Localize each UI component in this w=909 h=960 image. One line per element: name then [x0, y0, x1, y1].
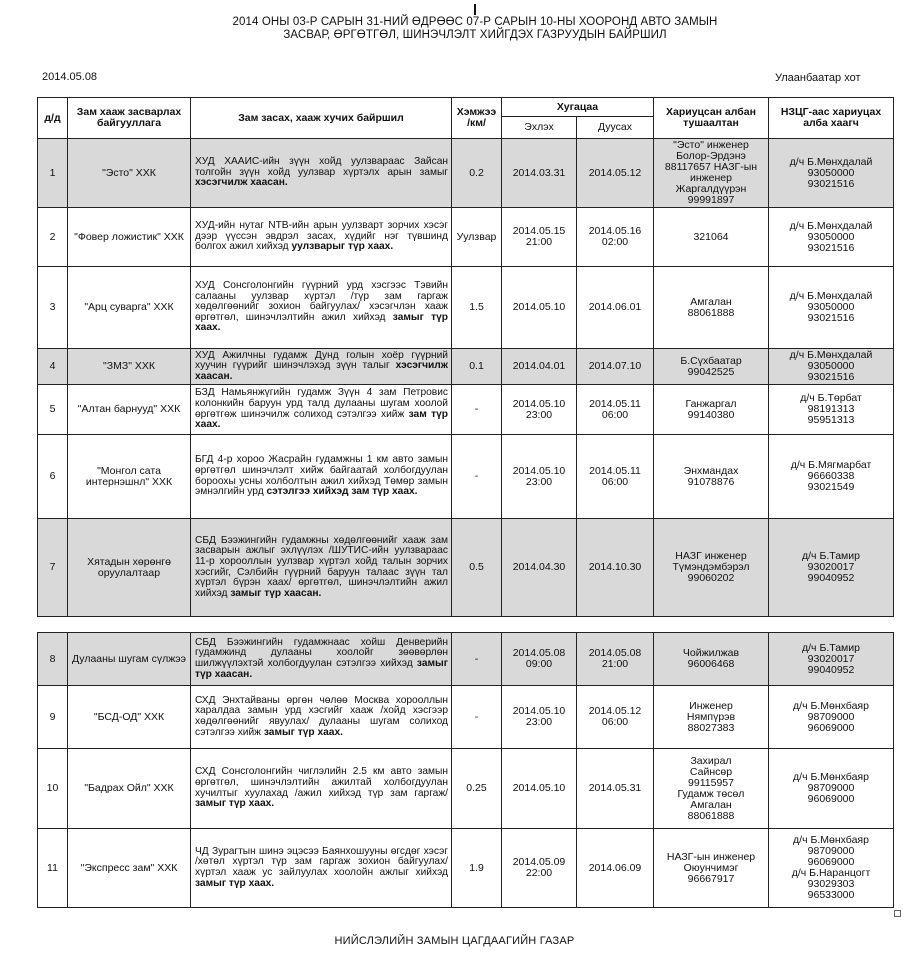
row-police: д/ч Б.Тамир 93020017 99040952	[769, 519, 894, 617]
text-cursor	[474, 4, 476, 15]
row-start: 2014.05.10 23:00	[502, 435, 577, 519]
row-start: 2014.05.10	[502, 749, 577, 829]
row-location	[191, 633, 452, 686]
location-text: ХУД Сонсголонгийн гүүрний урд хэсгээс Тэвийн салааны уулзвар хүртэл /түр зам гаргаж хөдөлгөөнийг зохион байгуулах/ хэсэгчлэн хааж өргөтгөл, шинэчлэлтийн ажил хийхэд	[195, 280, 448, 323]
table-header-row	[38, 98, 894, 117]
location-text: ХУД ХААИС-ийн зүүн хойд уулзвараас Зайсан толгойн зүүн хойд уулзвар хүртэлх арын замыг	[195, 156, 448, 178]
location-action: зам түр хааx.	[195, 408, 448, 431]
table-row	[38, 633, 894, 686]
row-size: 0.25	[452, 749, 502, 829]
location-text: СБД Бээжингийн гудамжны хөдөлгөөнийг хааж зам засварын ажлыг эхлүүлэх /ШУТИС-ийн уулзвараас 11-р хорооллын уулзвар хүртэл хойд талын зорчих хэсгийг, Сэлбийн гүүрний баруун талаас зүүн тал хүртэл бүрэн хааx/ өргөтгөл, шинэчлэлтийн ажил хийхэд	[195, 534, 448, 599]
location-action: замыг түр хааx.	[195, 798, 275, 810]
location-action: сэтэлгээ хийхэд зам түр хааx.	[266, 486, 418, 498]
row-start: 2014.05.15 21:00	[502, 208, 577, 267]
location-action: замыг түр хаасан.	[230, 587, 322, 599]
row-police: д/ч Б.Мөнхдалай 93050000 93021516	[769, 349, 894, 385]
row-organization: Дулааны шугам сүлжээ	[68, 633, 191, 686]
row-official: Амгалан 88061888	[654, 267, 769, 349]
row-size: 0.2	[452, 139, 502, 208]
header-size: Хэмжээ /км/	[452, 98, 502, 139]
document-title	[120, 16, 830, 42]
row-number: 3	[38, 267, 68, 349]
table-row	[38, 829, 894, 908]
location-action: замыг түр хаасан.	[195, 658, 448, 680]
title-line-2: ЗАСВАР, ӨРГӨТГӨЛ, ШИНЭЧЛЭЛТ ХИЙГДЭХ ГАЗРУУДЫН БАЙРШИЛ	[283, 29, 667, 41]
row-number: 1	[38, 139, 68, 208]
table-row	[38, 686, 894, 749]
header-org: Зам хааж засварлах байгууллага	[68, 98, 191, 139]
row-end: 2014.05.11 06:00	[577, 385, 654, 435]
location-action: хэсэгчилж хаасан.	[195, 360, 448, 382]
row-start: 2014.05.10	[502, 267, 577, 349]
location-text: ЧД Зурагтын шинэ эцэсээ Баянхошууны өгсдөг хэсэг /хөтөл хүртэл түр зам гаргаж зохион байгуулах/ хүртэл хааж ус зайлуулах хоолойн ажлыг хийхэд	[195, 845, 448, 878]
header-police: НЗЦГ-аас хариуцах алба хаагч	[769, 98, 894, 139]
row-organization: "БСД-ОД" ХХК	[68, 686, 191, 749]
road-closures-table	[37, 97, 894, 617]
row-start: 2014.05.09 22:00	[502, 829, 577, 908]
location-action: уулзварыг түр хааx.	[291, 241, 394, 253]
row-end: 2014.05.12 06:00	[577, 686, 654, 749]
row-end: 2014.05.12	[577, 139, 654, 208]
row-number: 7	[38, 519, 68, 617]
location-text: БЗД Намьянжүгийн гудамж Зүүн 4 зам Петровис колонкийн баруун урд талд дулааны шугам хоолой өргөтгөж шинэчилж солиход сэтэлгээ хийж	[195, 387, 448, 420]
row-organization: "Монгол сата интернэшнл" ХХК	[68, 435, 191, 519]
row-organization: "ЗМЗ" ХХК	[68, 349, 191, 385]
table-row	[38, 208, 894, 267]
row-police: д/ч Б.Төрбат 98191313 95951313	[769, 385, 894, 435]
row-organization: "Алтан барнууд" ХХК	[68, 385, 191, 435]
row-police: д/ч Б.Мөнхдалай 93050000 93021516	[769, 267, 894, 349]
header-end: Дуусах	[577, 117, 654, 139]
row-organization: "Фовер ложистик" ХХК	[68, 208, 191, 267]
row-number: 6	[38, 435, 68, 519]
row-number: 2	[38, 208, 68, 267]
location-action: замыг түр хааx.	[263, 726, 343, 738]
document-date: 2014.05.08	[42, 71, 98, 83]
resize-handle[interactable]	[894, 910, 901, 917]
row-location	[191, 349, 452, 385]
table-row	[38, 139, 894, 208]
row-official: Энхмандах 91078876	[654, 435, 769, 519]
document-city: Улаанбаатар хот	[775, 72, 861, 84]
table-row	[38, 349, 894, 385]
row-number: 8	[38, 633, 68, 686]
location-text: СБД Бээжингийн гудамжнаас хойш Денверийн гудамжинд дулааны хоолойг зөөвөрлөн шилжүүлэхтэй холбогдуулан сэтэлгээ хийхэд	[195, 636, 448, 669]
row-end: 2014.05.16 02:00	[577, 208, 654, 267]
row-start: 2014.05.10 23:00	[502, 686, 577, 749]
row-location	[191, 208, 452, 267]
location-action: замыг түр хааx.	[195, 311, 448, 334]
row-end: 2014.05.11 06:00	[577, 435, 654, 519]
row-number: 4	[38, 349, 68, 385]
row-organization: "Арц суварга" ХХК	[68, 267, 191, 349]
row-official: НАЗГ инженер Түмэндэмбэрэл 99060202	[654, 519, 769, 617]
location-text: БГД 4-р хороо Жасрайн гудамжны 1 км авто замын өргөтгөл шинэчлэлт хийж байгаатай холбогдуулан бороохы усны холболтын ажил хийхэд Төмөр замын эмнэлгийн урд	[195, 454, 448, 498]
road-closures-table-continued	[37, 632, 894, 908]
row-location	[191, 829, 452, 908]
location-text: СХД Сонсголонгийн чиглэлийн 2.5 км авто замын өргөтгөл, шинэчлэлтийн ажилтай холбогдуулан хучилтыг хуулахад /ажил хийхэд түр зам гаргаж/	[195, 766, 448, 799]
row-location	[191, 749, 452, 829]
row-location	[191, 267, 452, 349]
row-end: 2014.06.09	[577, 829, 654, 908]
row-location	[191, 519, 452, 617]
row-end: 2014.05.31	[577, 749, 654, 829]
row-end: 2014.05.08 21:00	[577, 633, 654, 686]
location-text: ХУД Ажилчны гудамж Дунд голын хоёр гүүрний хуучин гүүрийг шинэчлэхэд зүүн талыг	[195, 349, 448, 372]
row-official: 321064	[654, 208, 769, 267]
row-official: Инженер Нямпүрэв 88027383	[654, 686, 769, 749]
document-footer: НИЙСЛЭЛИЙН ЗАМЫН ЦАГДААГИЙН ГАЗАР	[334, 935, 575, 947]
row-size: -	[452, 633, 502, 686]
row-start: 2014.04.30	[502, 519, 577, 617]
row-size: 1.5	[452, 267, 502, 349]
row-official: НАЗГ-ын инженер Оюунчимэг 96667917	[654, 829, 769, 908]
header-location: Зам засах, хааж хучих байршил	[191, 98, 452, 139]
table-row	[38, 519, 894, 617]
location-action: хэсэгчилж хаасан.	[195, 177, 288, 189]
row-number: 11	[38, 829, 68, 908]
row-size: Уулзвар	[452, 208, 502, 267]
row-police: д/ч Б.Мягмарбат 96660338 93021549	[769, 435, 894, 519]
header-start: Эхлэх	[502, 117, 577, 139]
row-police: д/ч Б.Мөнхбаяр 98709000 96069000 д/ч Б.Наранцогт 93029303 96533000	[769, 829, 894, 908]
row-organization: "Эсто" ХХК	[68, 139, 191, 208]
row-official: "Эсто" инженер Болор-Эрдэнэ 88117657 НАЗГ-ын инженер Жаргалдүүрэн 99991897	[654, 139, 769, 208]
row-size: -	[452, 435, 502, 519]
row-police: д/ч Б.Мөнхдалай 93050000 93021516	[769, 139, 894, 208]
row-start: 2014.04.01	[502, 349, 577, 385]
row-organization: Хятадын хөрөнгө оруулалтаар	[68, 519, 191, 617]
row-organization: "Экспресс зам" ХХК	[68, 829, 191, 908]
row-size: 1.9	[452, 829, 502, 908]
row-official: Б.Сүхбаатар 99042525	[654, 349, 769, 385]
table-row	[38, 435, 894, 519]
row-location	[191, 686, 452, 749]
row-number: 10	[38, 749, 68, 829]
row-end: 2014.10.30	[577, 519, 654, 617]
row-police: д/ч Б.Мөнхдалай 93050000 93021516	[769, 208, 894, 267]
row-police: д/ч Б.Мөнхбаяр 98709000 96069000	[769, 686, 894, 749]
row-number: 9	[38, 686, 68, 749]
location-text: ХУД-ийн нутаг NTB-ийн арын уулзварт зорчих хэсэг дээр үүссэн эвдрэл засах, хүдийг нэг түвшинд болгох ажил хийхэд	[195, 220, 448, 253]
header-official: Хариуцсан албан тушаалтан	[654, 98, 769, 139]
row-start: 2014.05.10 23:00	[502, 385, 577, 435]
location-text: СХД Энхтайваны өргөн чөлөө Москва хорооллын харалдаа замын урд хэсгийг хааж /хойд хэсгээр хөдөлгөөнийг явуулах/ дулааны шугам солиход сэтэлгээ хийж	[195, 694, 448, 738]
header-period: Хугацаа	[502, 98, 654, 117]
row-police: д/ч Б.Мөнхбаяр 98709000 96069000	[769, 749, 894, 829]
row-location	[191, 435, 452, 519]
row-police: д/ч Б.Тамир 93020017 99040952	[769, 633, 894, 686]
table-row	[38, 267, 894, 349]
table-row	[38, 749, 894, 829]
row-size: 0.5	[452, 519, 502, 617]
header-num: д/д	[38, 98, 68, 139]
row-start: 2014.03.31	[502, 139, 577, 208]
row-size: -	[452, 385, 502, 435]
row-start: 2014.05.08 09:00	[502, 633, 577, 686]
row-size: -	[452, 686, 502, 749]
row-official: Ганжаргал 99140380	[654, 385, 769, 435]
row-end: 2014.06.01	[577, 267, 654, 349]
row-number: 5	[38, 385, 68, 435]
row-end: 2014.07.10	[577, 349, 654, 385]
row-official: Чойжилжав 96006468	[654, 633, 769, 686]
location-action: замыг түр хааx.	[195, 877, 275, 889]
row-location	[191, 385, 452, 435]
row-location	[191, 139, 452, 208]
row-official: Захирал Сайнсөр 99115957 Гудамж төсөл Амгалан 88061888	[654, 749, 769, 829]
title-line-1: 2014 ОНЫ 03-Р САРЫН 31-НИЙ ӨДРӨӨС 07-Р САРЫН 10-НЫ ХООРОНД АВТО ЗАМЫН	[232, 16, 718, 28]
row-size: 0.1	[452, 349, 502, 385]
row-organization: "Бадрах Ойл" ХХК	[68, 749, 191, 829]
table-row	[38, 385, 894, 435]
